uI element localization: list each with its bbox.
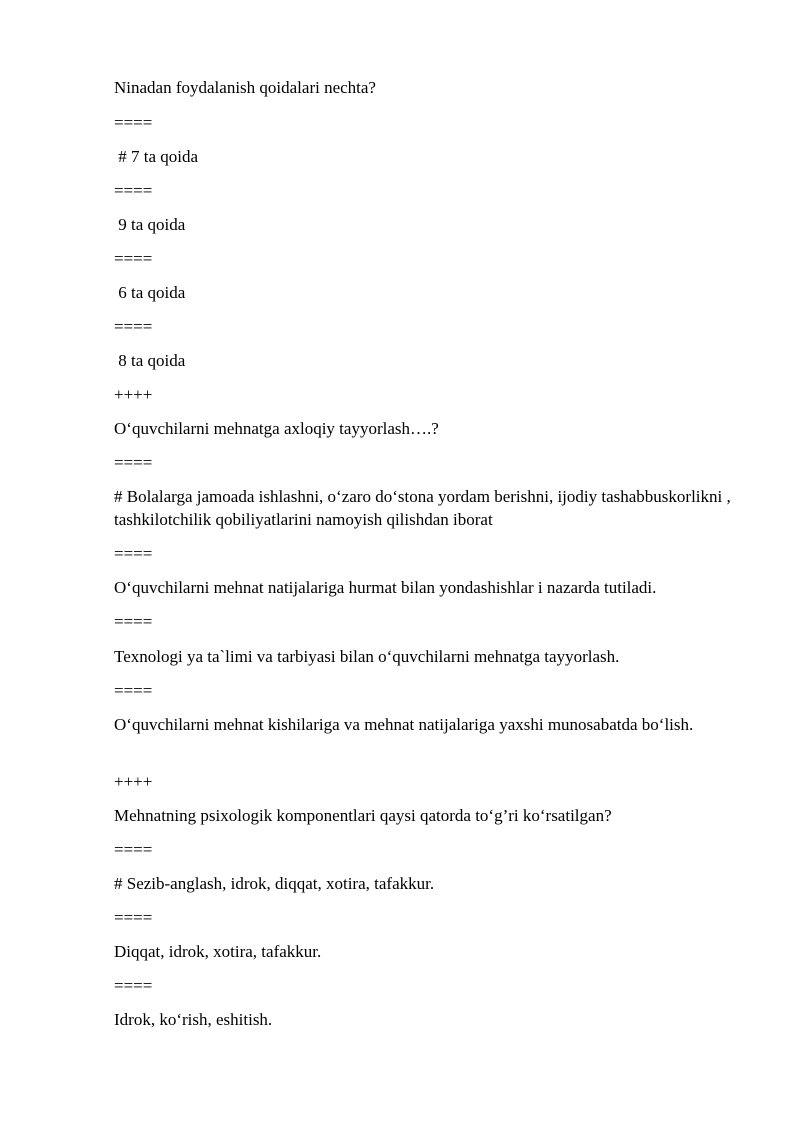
answer-option: 8 ta qoida [114,351,186,370]
question-1-text: Ninadan foydalanish qoidalari nechta? [114,78,376,97]
separator: ==== [114,976,153,995]
answer-correct: # Bolalarga jamoada ishlashni, o‘zaro do‘stona yordam berishni, ijodiy tashabbuskorlikni , tashkilotchilik qobiliyatlarini namoyish qilishdan iborat [114,487,736,529]
separator: ==== [114,544,153,563]
answer-correct: # 7 ta qoida [114,147,199,166]
answer-option: O‘quvchilarni mehnat kishilariga va mehnat natijalariga yaxshi munosabatda bo‘lish. [114,715,694,734]
separator: ==== [114,317,153,336]
question-separator: ++++ [114,772,153,791]
separator: ==== [114,908,153,927]
answer-option: 6 ta qoida [114,283,186,302]
answer-option: 9 ta qoida [114,215,186,234]
answer-option: O‘quvchilarni mehnat natijalariga hurmat bilan yondashishlar i nazarda tutiladi. [114,578,657,597]
separator: ==== [114,249,153,268]
answer-option: Diqqat, idrok, xotira, tafakkur. [114,942,322,961]
answer-option: Idrok, ko‘rish, eshitish. [114,1010,273,1029]
separator: ==== [114,612,153,631]
separator: ==== [114,681,153,700]
separator: ==== [114,840,153,859]
question-separator: ++++ [114,385,153,404]
separator: ==== [114,453,153,472]
question-2-text: O‘quvchilarni mehnatga axloqiy tayyorlash….? [114,419,439,438]
answer-correct: # Sezib-anglash, idrok, diqqat, xotira, tafakkur. [114,874,435,893]
question-3-text: Mehnatning psixologik komponentlari qaysi qatorda to‘g’ri ko‘rsatilgan? [114,806,612,825]
separator: ==== [114,181,153,200]
answer-option: Texnologi ya ta`limi va tarbiyasi bilan o‘quvchilarni mehnatga tayyorlash. [114,647,620,666]
separator: ==== [114,113,153,132]
